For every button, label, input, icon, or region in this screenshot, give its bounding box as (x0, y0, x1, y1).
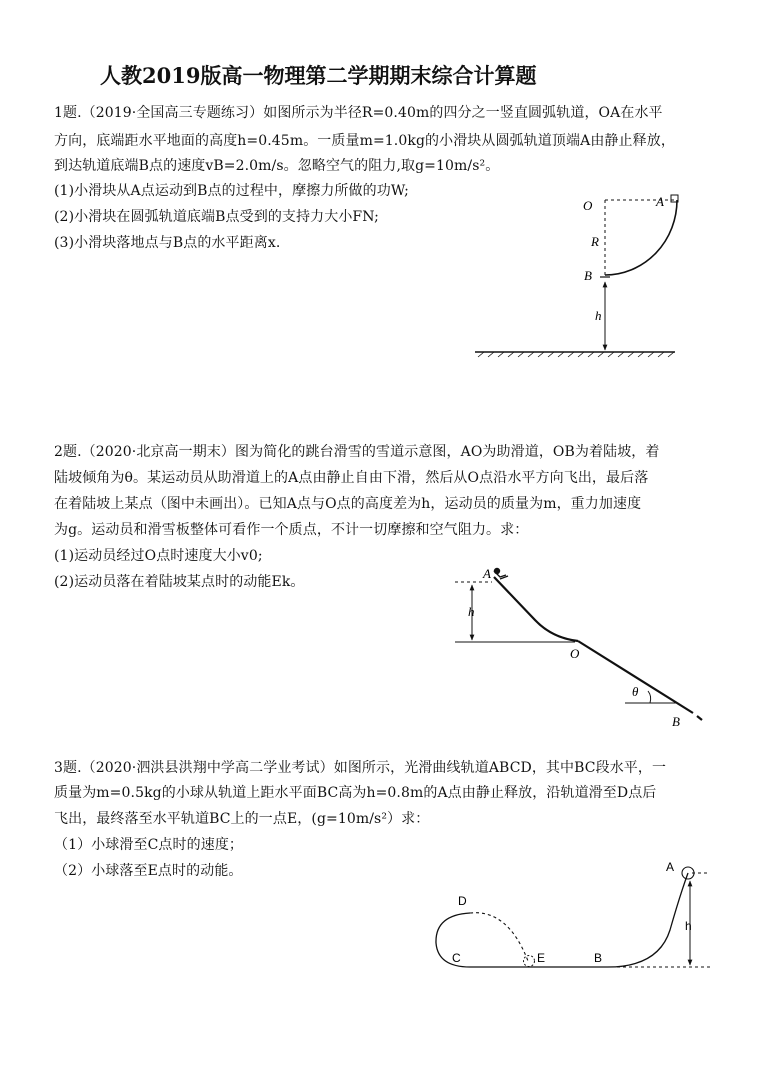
q1-label-a: A (656, 194, 664, 209)
q1-line-5: (2)小滑块在圆弧轨道底端B点受到的支持力大小FN; (54, 209, 379, 225)
q1-label-o: O (583, 198, 593, 213)
q3-line-5: （2）小球落至E点时的动能。 (54, 863, 243, 879)
q2-landing-slope-tip (697, 716, 702, 720)
q2-label-h: h (468, 604, 475, 619)
q1-line-1: 1题.（2019·全国高三专题练习）如图所示为半径R=0.40m的四分之一竖直圆弧轨道，OA在水平 (54, 105, 663, 121)
q1-line-4: (1)小滑块从A点运动到B点的过程中，摩擦力所做的功W; (54, 183, 409, 199)
q3-label-a: A (666, 860, 675, 874)
q2-label-theta: θ (632, 684, 639, 699)
q2-line-2: 陆坡倾角为θ。某运动员从助滑道上的A点由静止自由下滑，然后从O点沿水平方向飞出，最后落 (54, 470, 649, 486)
q3-line-4: （1）小球滑至C点时的速度； (54, 837, 244, 853)
q2-label-o: O (570, 646, 580, 661)
q2-line-4: 为g。运动员和滑雪板整体可看作一个质点，不计一切摩擦和空气阻力。求： (54, 522, 529, 538)
q1-line-6: (3)小滑块落地点与B点的水平距离x. (54, 235, 281, 251)
q3-line-2: 质量为m=0.5kg的小球从轨道上距水平面BC高为h=0.8m的A点由静止释放，沿轨道滑至D点后 (54, 785, 657, 801)
q3-track-solid (436, 873, 688, 967)
q1-label-h: h (595, 308, 602, 323)
q1-figure (470, 190, 690, 360)
q1-label-b: B (584, 268, 592, 283)
q2-label-b: B (672, 714, 680, 729)
q2-line-3: 在着陆坡上某点（图中未画出）。已知A点与O点的高度差为h，运动员的质量为m，重力加速度 (54, 496, 642, 512)
q2-figure (450, 565, 720, 735)
q3-trajectory-dashed (470, 913, 528, 961)
q2-label-a: A (483, 566, 491, 581)
q3-figure (430, 855, 720, 980)
page-title: 人教2019版高一物理第二学期期末综合计算题 (100, 63, 537, 88)
q3-line-3: 飞出，最终落至水平轨道BC上的一点E，(g=10m/s²）求： (54, 811, 430, 827)
q2-line-6: (2)运动员落在着陆坡某点时的动能Ek。 (54, 574, 305, 590)
q3-label-c: C (452, 951, 461, 965)
q1-label-r: R (591, 234, 599, 249)
q1-arc-track (605, 200, 677, 275)
q2-line-5: (1)运动员经过O点时速度大小v0; (54, 548, 263, 564)
q2-landing-slope (578, 641, 693, 713)
q2-line-1: 2题.（2020·北京高一期末）图为简化的跳台滑雪的雪道示意图，AO为助滑道，OB为着陆坡，着 (54, 444, 660, 460)
q3-label-h: h (685, 919, 692, 933)
q1-line-3: 到达轨道底端B点的速度vB=2.0m/s。忽略空气的阻力,取g=10m/s²。 (54, 158, 500, 174)
q1-line-2: 方向，底端距水平地面的高度h=0.45m。一质量m=1.0kg的小滑块从圆弧轨道顶端A由静止释放， (54, 133, 675, 149)
q3-label-d: D (458, 894, 467, 908)
q2-skier-icon (494, 569, 508, 580)
q3-label-e: E (537, 951, 546, 965)
q2-angle-arc (648, 691, 651, 703)
q3-line-1: 3题.（2020·泗洪县洪翔中学高二学业考试）如图所示，光滑曲线轨道ABCD，其中BC段水平，一 (54, 760, 667, 776)
q2-inrun-slope (494, 577, 578, 641)
q3-ball-at-e (524, 956, 535, 967)
q3-label-b: B (594, 951, 603, 965)
q1-ground-hatch (478, 352, 674, 357)
